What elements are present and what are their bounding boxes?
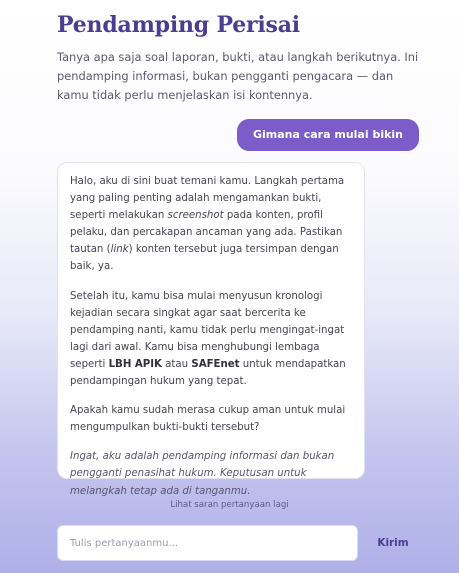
- question-input[interactable]: [57, 525, 358, 561]
- more-suggestions-link[interactable]: Lihat saran pertanyaan lagi: [170, 500, 289, 510]
- assistant-message-card: [57, 162, 365, 497]
- page-title: Pendamping Perisai: [57, 12, 300, 38]
- emphasis-link: link: [110, 244, 129, 256]
- org-safenet: SAFEnet: [191, 358, 240, 370]
- assistant-disclaimer: Ingat, aku adalah pendamping informasi dan bukan pengganti penasihat hukum. Keputusan untuk melangkah tetap ada di tanganmu.: [70, 451, 335, 497]
- assistant-paragraph-3: Apakah kamu sudah merasa cukup aman untuk mulai mengumpulkan bukti-bukti tersebut?: [70, 405, 346, 434]
- assistant-paragraph-1: Halo, aku di sini buat temani kamu. Langkah pertama yang paling penting adalah mengamankan bukti, seperti melakukan screenshot pada konten, profil pelaku, dan percakapan ancaman yang ada. Pastikan tautan (link) konten tersebut juga tersimpan dengan baik, ya.: [70, 176, 345, 273]
- emphasis-screenshot: screenshot: [167, 210, 224, 222]
- user-message-bubble: Gimana cara mulai bikin: [237, 119, 419, 151]
- org-lbh-apik: LBH APIK: [108, 358, 162, 370]
- intro-text: Tanya apa saja soal laporan, bukti, atau langkah berikutnya. Ini pendamping informasi, bukan pengganti pengacara — dan kamu tidak perlu menjelaskan isi kontennya.: [57, 50, 419, 102]
- send-button[interactable]: Kirim: [371, 531, 415, 555]
- assistant-paragraph-2: Setelah itu, kamu bisa mulai menyusun kronologi kejadian secara singkat agar saat bercerita ke pendamping nanti, kamu tidak perlu mengingat-ingat lagi dari awal. Kamu bisa menghubungi lembaga seperti LBH APIK atau SAFEnet untuk mendapatkan pendampingan hukum yang tepat.: [70, 290, 346, 388]
